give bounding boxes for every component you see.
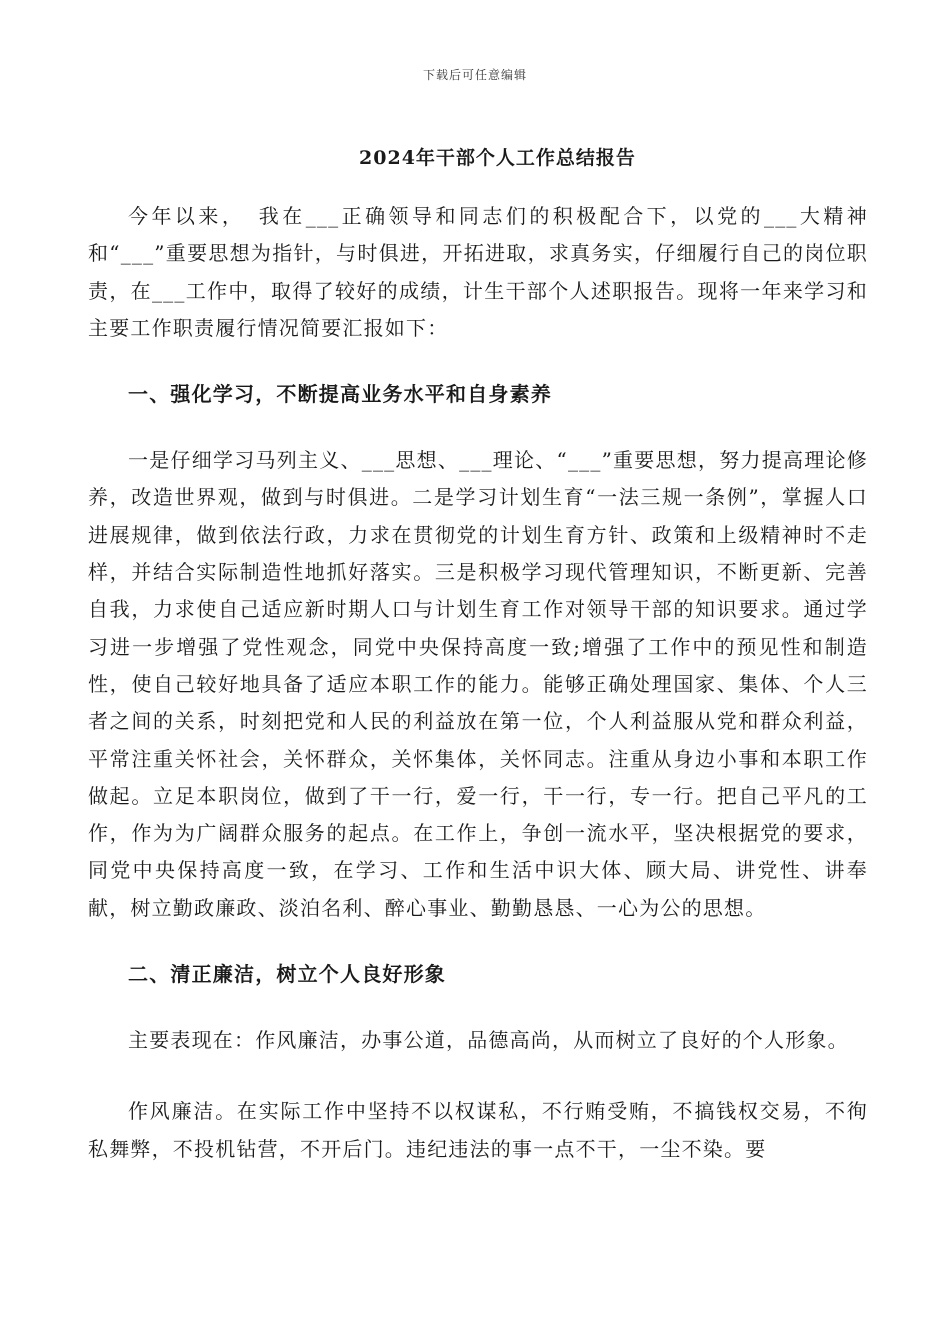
header-note: 下载后可任意编辑: [422, 68, 527, 82]
intro-paragraph: 今年以来， 我在___正确领导和同志们的积极配合下，以党的___大精神和“___”重要思想为指针，与时俱进，开拓进取，求真务实，仔细履行自己的岗位职责，在___工作中，取得了较好的成绩，计生干部个人述职报告。现将一年来学习和主要工作职责履行情况简要汇报如下：: [88, 204, 868, 340]
section-2-paragraph-1: 主要表现在：作风廉洁，办事公道，品德高尚，从而树立了良好的个人形象。: [128, 1028, 849, 1053]
document-body: [88, 198, 868, 1168]
section-1-heading: 一、强化学习，不断提高业务水平和自身素养: [128, 382, 552, 407]
section-2-heading: 二、清正廉洁，树立个人良好形象: [128, 962, 446, 987]
section-2-paragraph-2: 作风廉洁。在实际工作中坚持不以权谋私，不行贿受贿，不搞钱权交易，不徇私舞弊，不投机钻营，不开后门。违纪违法的事一点不干，一尘不染。要: [88, 1099, 868, 1161]
document-title: 2024年干部个人工作总结报告: [359, 147, 636, 169]
section-1-paragraph: 一是仔细学习马列主义、___思想、___理论、“___”重要思想，努力提高理论修养，改造世界观，做到与时俱进。二是学习计划生育“一法三规一条例”，掌握人口进展规律，做到依法行政，力求在贯彻党的计划生育方针、政策和上级精神时不走样，并结合实际制造性地抓好落实。三是积极学习现代管理知识，不断更新、完善自我，力求使自己适应新时期人口与计划生育工作对领导干部的知识要求。通过学习进一步增强了党性观念，同党中央保持高度一致;增强了工作中的预见性和制造性，使自己较好地具备了适应本职工作的能力。能够正确处理国家、集体、个人三者之间的关系，时刻把党和人民的利益放在第一位，个人利益服从党和群众利益，平常注重关怀社会，关怀群众，关怀集体，关怀同志。注重从身边小事和本职工作做起。立足本职岗位，做到了干一行，爱一行，干一行，专一行。把自己平凡的工作，作为为广阔群众服务的起点。在工作上，争创一流水平，坚决根据党的要求，同党中央保持高度一致，在学习、工作和生活中识大体、顾大局、讲党性、讲奉献，树立勤政廉政、淡泊名利、醉心事业、勤勤恳恳、一心为公的思想。: [88, 448, 868, 920]
